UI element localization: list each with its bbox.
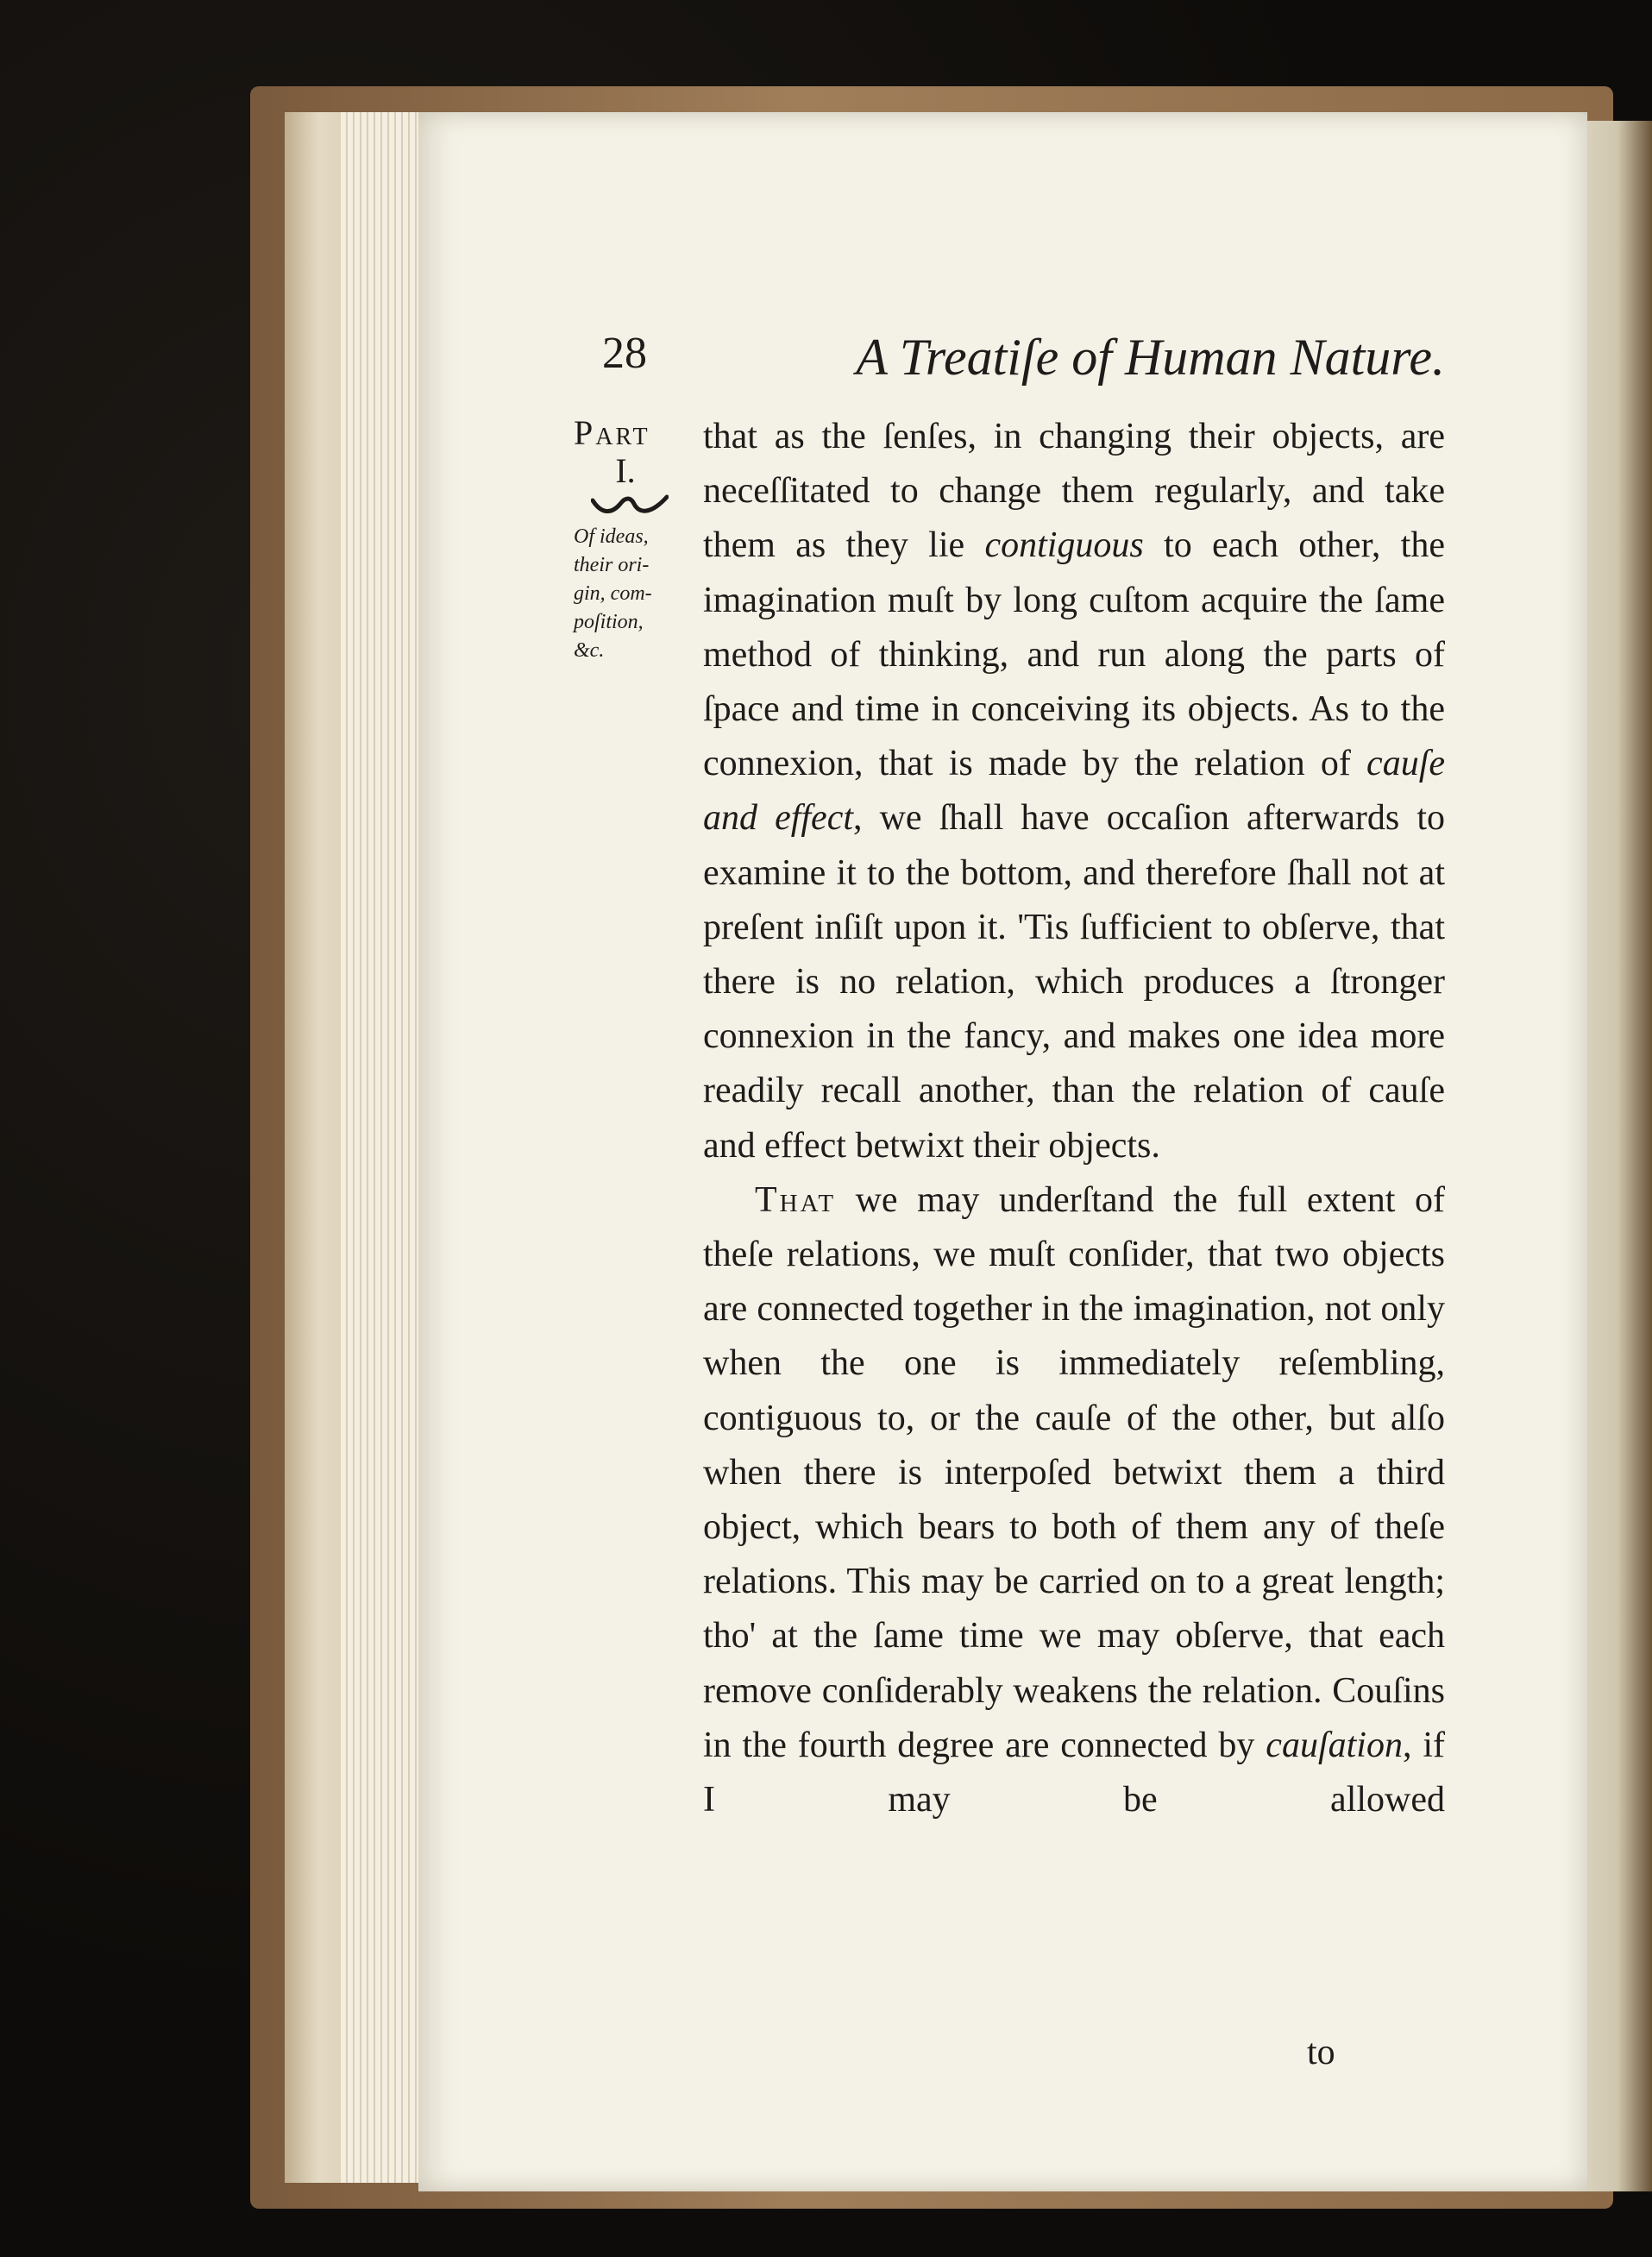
body-text: [703, 410, 1445, 1827]
paragraph-lead: That: [755, 1179, 837, 1220]
text-run: , if I may be allowed: [703, 1725, 1446, 1820]
paragraph: [703, 1173, 1445, 1827]
text-run: , we ſhall have occaſion afterwards to examine it to the bottom, and therefore ſhall not at preſent inſiſt upon it. 'Tis ſufficient to obſerve, that there is no relation, which produces a ſtronger connexion in the fancy, and makes one idea more readily recall another, than the relation of cauſe and effect betwixt their objects.: [703, 798, 1445, 1166]
running-title: A Treatiſe of Human Nature.: [856, 329, 1445, 386]
part-label: Part: [574, 413, 650, 452]
sidenote-line: Of ideas,: [574, 525, 649, 548]
margin-note: [574, 414, 703, 665]
catchword: to: [1307, 2033, 1335, 2072]
page-number: 28: [602, 329, 647, 378]
part-number: I.: [615, 451, 636, 490]
paragraph-continued: [703, 410, 1445, 1173]
text-run: that as the ſenſes, in changing their objects, are neceſſitated to change them regularly, and take them as they lie: [703, 417, 1445, 566]
page-header: [418, 328, 1445, 397]
italic-text: cauſe and effect: [703, 744, 1445, 839]
facing-page-edge: [1583, 121, 1652, 2191]
sidenote-line: poſition,: [574, 611, 644, 633]
sidenote-line: &c.: [574, 639, 605, 662]
text-run: to each other, the imagination muſt by long cuſtom acquire the ſame method of thinking, and run along the parts of ſpace and time in conceiving its objects. As to the connexion, that is made by the relation of: [703, 525, 1445, 784]
sidenote-line: their ori-: [574, 554, 650, 576]
ornamental-flourish-icon: [591, 494, 669, 516]
sidenote: [574, 523, 703, 665]
book-page: [418, 112, 1587, 2191]
page-edges: [341, 112, 423, 2183]
italic-text: cauſation: [1266, 1725, 1403, 1765]
italic-text: contiguous: [984, 525, 1144, 566]
sidenote-line: gin, com-: [574, 582, 652, 605]
text-run: we may underſtand the full extent of theſe relations, we muſt conſider, that two objects are connected together in the imagination, not only when the one is immediately reſembling, contiguous to, or the cauſe of the other, but alſo when there is interpoſed betwixt them a third object, which bears to both of them any of theſe relations. This may be carried on to a great length; tho' at the ſame time we may obſerve, that each remove conſiderably weakens the relation. Couſins in the fourth degree are connected by: [703, 1179, 1445, 1765]
